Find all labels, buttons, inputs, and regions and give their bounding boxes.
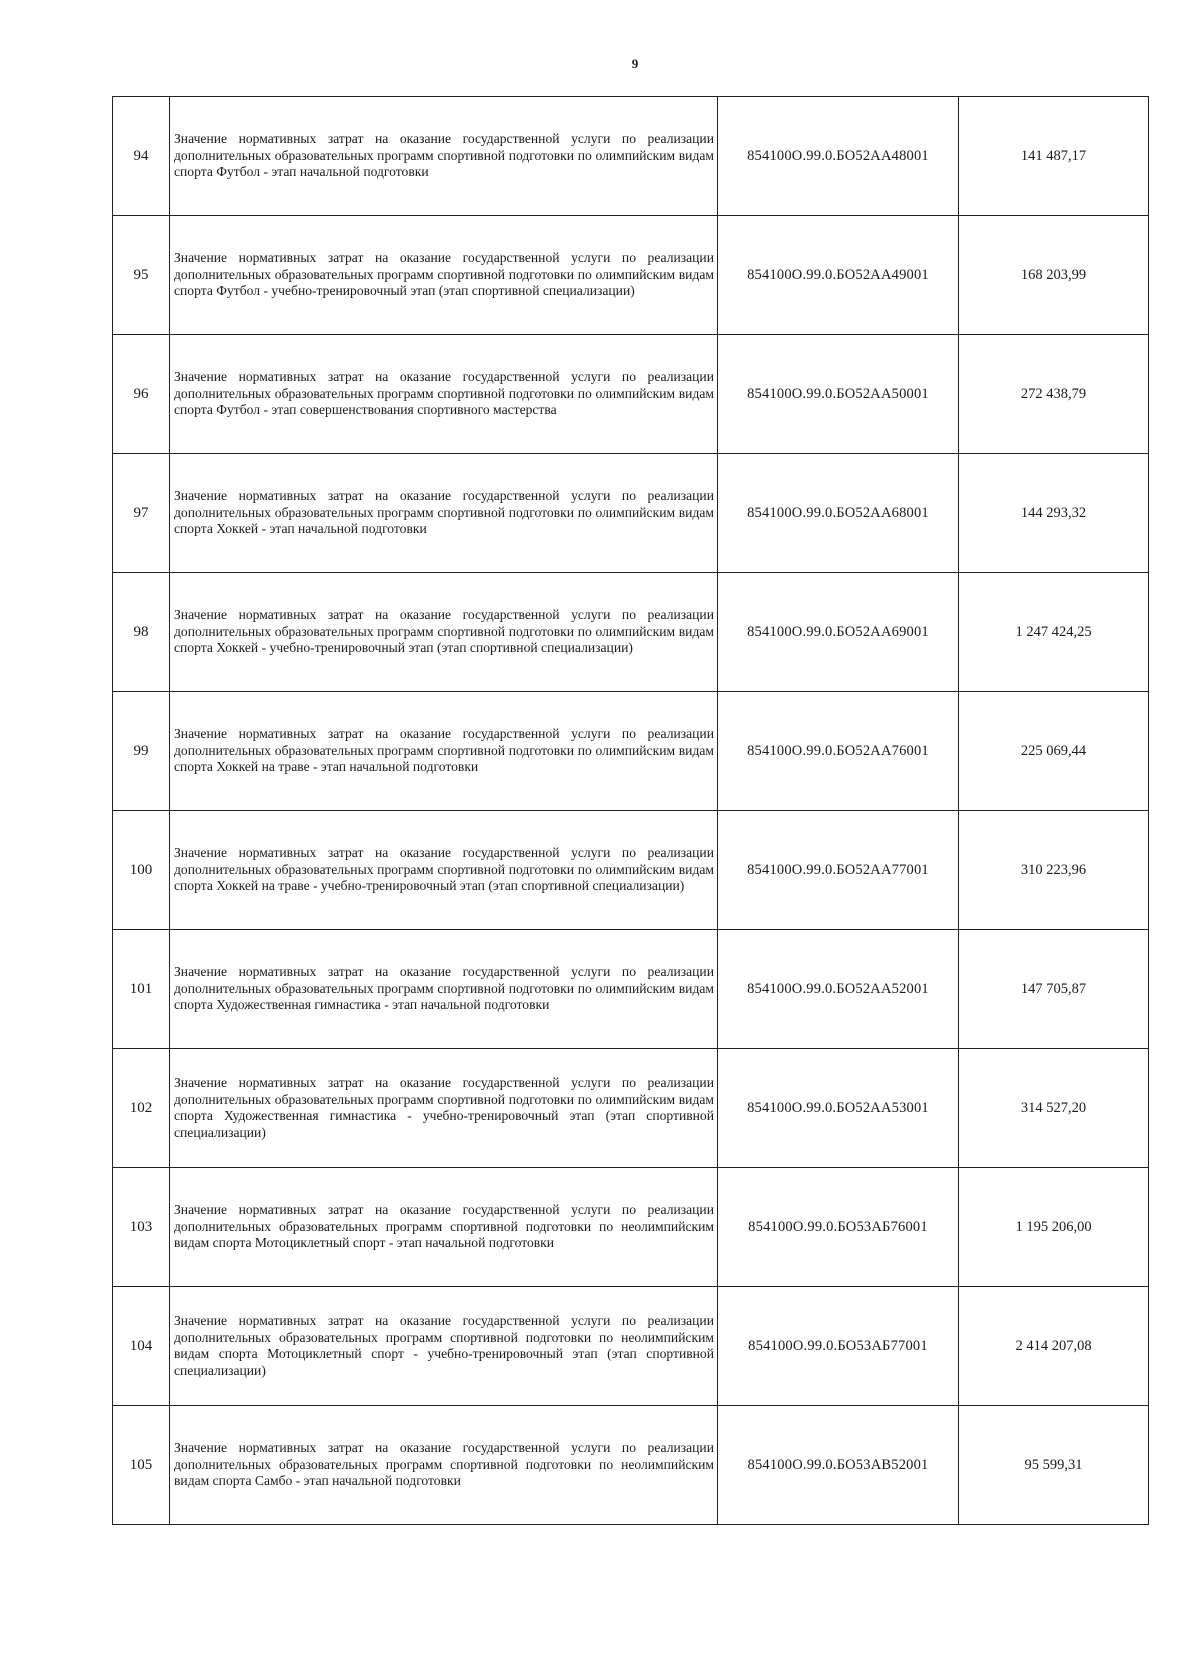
- row-value: 2 414 207,08: [959, 1287, 1149, 1406]
- row-description: Значение нормативных затрат на оказание государственной услуги по реализации дополнительных образовательных программ спортивной подготовки по олимпийским видам спорта Хоккей на траве - этап начальной подготовки: [170, 692, 718, 811]
- table-row: [113, 930, 1149, 1049]
- row-value: 1 195 206,00: [959, 1168, 1149, 1287]
- table-row: [113, 1287, 1149, 1406]
- row-number: 103: [113, 1168, 170, 1287]
- row-description: Значение нормативных затрат на оказание государственной услуги по реализации дополнительных образовательных программ спортивной подготовки по неолимпийским видам спорта Самбо - этап начальной подготовки: [170, 1406, 718, 1525]
- row-number: 96: [113, 335, 170, 454]
- row-description: Значение нормативных затрат на оказание государственной услуги по реализации дополнительных образовательных программ спортивной подготовки по олимпийским видам спорта Художественная гимнастика - учебно-тренировочный этап (этап спортивной специализации): [170, 1049, 718, 1168]
- row-value: 1 247 424,25: [959, 573, 1149, 692]
- row-code: 854100О.99.0.БО52АА48001: [718, 97, 959, 216]
- page-number: 9: [631, 56, 639, 71]
- row-number: 102: [113, 1049, 170, 1168]
- row-value: 272 438,79: [959, 335, 1149, 454]
- row-code: 854100О.99.0.БО52АА52001: [718, 930, 959, 1049]
- table-row: [113, 692, 1149, 811]
- row-code: 854100О.99.0.БО52АА49001: [718, 216, 959, 335]
- table-row: [113, 1049, 1149, 1168]
- row-value: 168 203,99: [959, 216, 1149, 335]
- row-description: Значение нормативных затрат на оказание государственной услуги по реализации дополнительных образовательных программ спортивной подготовки по неолимпийским видам спорта Мотоциклетный спорт - этап начальной подготовки: [170, 1168, 718, 1287]
- row-code: 854100О.99.0.БО52АА68001: [718, 454, 959, 573]
- row-code: 854100О.99.0.БО52АА69001: [718, 573, 959, 692]
- row-number: 97: [113, 454, 170, 573]
- row-value: 144 293,32: [959, 454, 1149, 573]
- row-number: 94: [113, 97, 170, 216]
- row-number: 105: [113, 1406, 170, 1525]
- table-row: [113, 335, 1149, 454]
- row-number: 101: [113, 930, 170, 1049]
- row-value: 225 069,44: [959, 692, 1149, 811]
- row-description: Значение нормативных затрат на оказание государственной услуги по реализации дополнительных образовательных программ спортивной подготовки по олимпийским видам спорта Хоккей - этап начальной подготовки: [170, 454, 718, 573]
- table-row: [113, 97, 1149, 216]
- table-body: [113, 97, 1149, 1525]
- row-code: 854100О.99.0.БО53АВ52001: [718, 1406, 959, 1525]
- row-code: 854100О.99.0.БО53АБ76001: [718, 1168, 959, 1287]
- table-row: [113, 1406, 1149, 1525]
- row-description: Значение нормативных затрат на оказание государственной услуги по реализации дополнительных образовательных программ спортивной подготовки по олимпийским видам спорта Футбол - этап начальной подготовки: [170, 97, 718, 216]
- row-number: 100: [113, 811, 170, 930]
- normative-costs-table: [112, 96, 1149, 1525]
- row-value: 147 705,87: [959, 930, 1149, 1049]
- row-value: 314 527,20: [959, 1049, 1149, 1168]
- row-code: 854100О.99.0.БО53АБ77001: [718, 1287, 959, 1406]
- row-code: 854100О.99.0.БО52АА76001: [718, 692, 959, 811]
- row-number: 95: [113, 216, 170, 335]
- row-code: 854100О.99.0.БО52АА77001: [718, 811, 959, 930]
- row-description: Значение нормативных затрат на оказание государственной услуги по реализации дополнительных образовательных программ спортивной подготовки по олимпийским видам спорта Футбол - этап совершенствования спортивного мастерства: [170, 335, 718, 454]
- row-description: Значение нормативных затрат на оказание государственной услуги по реализации дополнительных образовательных программ спортивной подготовки по олимпийским видам спорта Футбол - учебно-тренировочный этап (этап спортивной специализации): [170, 216, 718, 335]
- row-value: 95 599,31: [959, 1406, 1149, 1525]
- table-row: [113, 573, 1149, 692]
- row-value: 141 487,17: [959, 97, 1149, 216]
- row-value: 310 223,96: [959, 811, 1149, 930]
- row-code: 854100О.99.0.БО52АА50001: [718, 335, 959, 454]
- row-description: Значение нормативных затрат на оказание государственной услуги по реализации дополнительных образовательных программ спортивной подготовки по неолимпийским видам спорта Мотоциклетный спорт - учебно-тренировочный этап (этап спортивной специализации): [170, 1287, 718, 1406]
- row-description: Значение нормативных затрат на оказание государственной услуги по реализации дополнительных образовательных программ спортивной подготовки по олимпийским видам спорта Хоккей - учебно-тренировочный этап (этап спортивной специализации): [170, 573, 718, 692]
- row-description: Значение нормативных затрат на оказание государственной услуги по реализации дополнительных образовательных программ спортивной подготовки по олимпийским видам спорта Художественная гимнастика - этап начальной подготовки: [170, 930, 718, 1049]
- row-description: Значение нормативных затрат на оказание государственной услуги по реализации дополнительных образовательных программ спортивной подготовки по олимпийским видам спорта Хоккей на траве - учебно-тренировочный этап (этап спортивной специализации): [170, 811, 718, 930]
- row-number: 99: [113, 692, 170, 811]
- table-row: [113, 811, 1149, 930]
- table-row: [113, 216, 1149, 335]
- table-row: [113, 1168, 1149, 1287]
- table-row: [113, 454, 1149, 573]
- row-code: 854100О.99.0.БО52АА53001: [718, 1049, 959, 1168]
- row-number: 104: [113, 1287, 170, 1406]
- row-number: 98: [113, 573, 170, 692]
